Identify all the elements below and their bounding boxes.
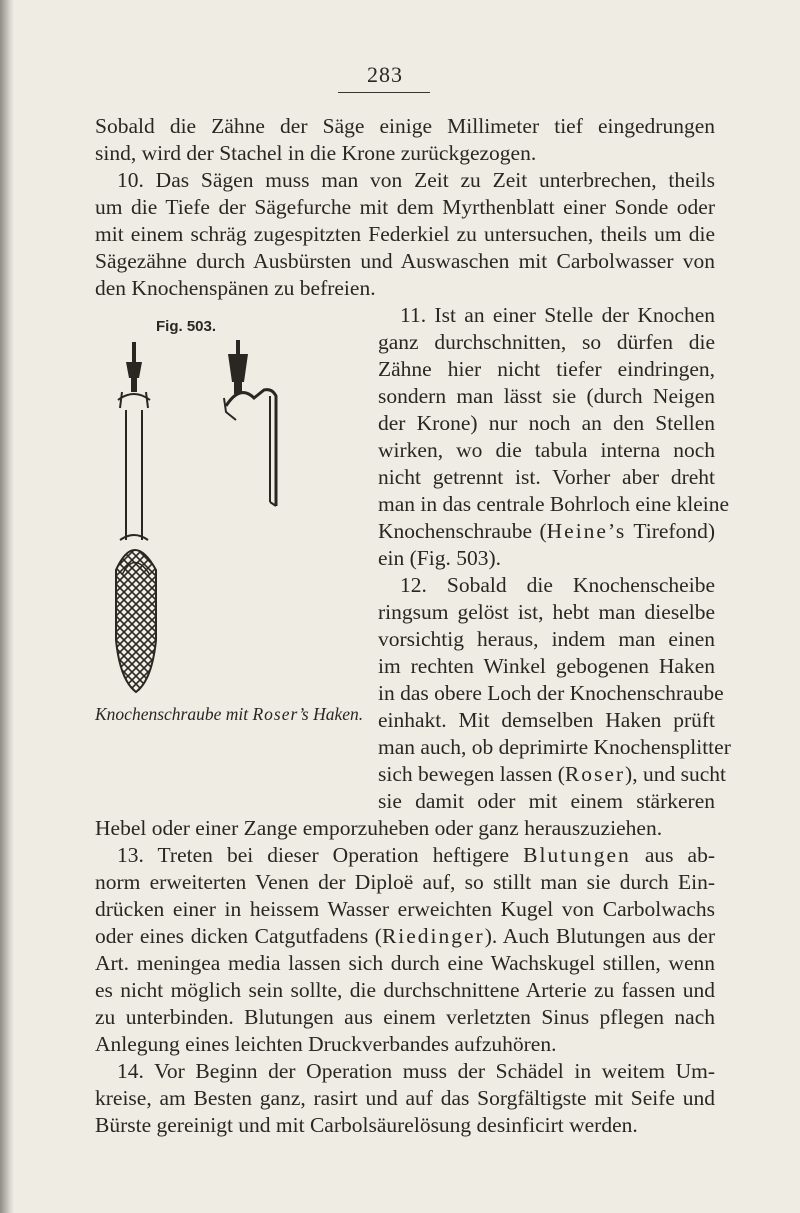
text-line: ringsum gelöst ist, hebt man dieselbe bbox=[378, 600, 715, 624]
text-line: sind, wird der Stachel in die Krone zurückgezogen. bbox=[95, 141, 537, 165]
text-line: Zähne hier nicht tiefer eindringen, bbox=[378, 357, 715, 381]
text-line: sich bewegen lassen (Roser), und sucht bbox=[378, 762, 726, 786]
emphasized-term: Blutungen bbox=[523, 843, 631, 867]
figure-caption: Knochenschraube mit Roser’s Haken. bbox=[95, 704, 364, 724]
text-line: 12. Sobald die Knochenscheibe bbox=[400, 573, 715, 597]
text-line: oder eines dicken Catgutfadens (Riedinger). Auch Blutungen aus der bbox=[95, 924, 715, 948]
text-line: norm erweiterten Venen der Diploë auf, so stillt man sie durch Ein- bbox=[95, 870, 715, 894]
author-name: Riedinger bbox=[381, 924, 485, 948]
figure-label: Fig. 503. bbox=[156, 318, 217, 335]
text-line: Knochenschraube (Heine’s Tirefond) bbox=[378, 519, 715, 543]
text-line: ein (Fig. 503). bbox=[378, 546, 502, 570]
author-name: Heine’s bbox=[546, 519, 627, 543]
text-line: Anlegung eines leichten Druckverbandes aufzuhören. bbox=[95, 1032, 557, 1056]
bone-screw-with-hook-illustration bbox=[112, 340, 292, 700]
text-line: 13. Treten bei dieser Operation heftigere Blutungen aus ab- bbox=[117, 843, 715, 867]
text-line: mit einem schräg zugespitzten Federkiel zu untersuchen, theils um die bbox=[95, 222, 715, 246]
text-line: Art. meningea media lassen sich durch eine Wachskugel stillen, wenn bbox=[95, 951, 715, 975]
text-line: drücken einer in heissem Wasser erweichten Kugel von Carbolwachs bbox=[95, 897, 715, 921]
text-line: der Krone) nur noch an den Stellen bbox=[378, 411, 715, 435]
text-line: sondern man lässt sie (durch Neigen bbox=[378, 384, 715, 408]
text-line: einhakt. Mit demselben Haken prüft bbox=[378, 708, 715, 732]
text-line: man auch, ob deprimirte Knochensplitter bbox=[378, 735, 731, 759]
page-edge-shadow bbox=[0, 0, 14, 1213]
text-line: man in das centrale Bohrloch eine kleine bbox=[378, 492, 730, 516]
text-line: wirken, wo die tabula interna noch bbox=[378, 438, 715, 462]
text-line: 14. Vor Beginn der Operation muss der Schädel in weitem Um- bbox=[117, 1059, 715, 1083]
text-line: in das obere Loch der Knochenschraube bbox=[378, 681, 724, 705]
text-line: den Knochenspänen zu befreien. bbox=[95, 276, 376, 300]
text-line: vorsichtig heraus, indem man einen bbox=[378, 627, 715, 651]
text-line: 11. Ist an einer Stelle der Knochen bbox=[400, 303, 715, 327]
author-name: Roser bbox=[564, 762, 626, 786]
text-line: Sägezähne durch Ausbürsten und Auswaschen mit Carbolwasser von bbox=[95, 249, 715, 273]
text-line: Hebel oder einer Zange emporzuheben oder ganz herauszuziehen. bbox=[95, 816, 663, 840]
page-number: 283 bbox=[367, 62, 403, 87]
text-line: Sobald die Zähne der Säge einige Millimeter tief eingedrungen bbox=[95, 114, 715, 138]
text-line: zu unterbinden. Blutungen aus einem verletzten Sinus pflegen nach bbox=[95, 1005, 715, 1029]
text-line: im rechten Winkel gebogenen Haken bbox=[378, 654, 715, 678]
text-line: 10. Das Sägen muss man von Zeit zu Zeit unterbrechen, theils bbox=[117, 168, 715, 192]
text-line: es nicht möglich sein sollte, die durchschnittene Arterie zu fassen und bbox=[95, 978, 715, 1002]
text-line: um die Tiefe der Sägefurche mit dem Myrthenblatt einer Sonde oder bbox=[95, 195, 715, 219]
text-line: sie damit oder mit einem stärkeren bbox=[378, 789, 715, 813]
text-line: kreise, am Besten ganz, rasirt und auf das Sorgfältigste mit Seife und bbox=[95, 1086, 715, 1110]
text-line: nicht getrennt ist. Vorher aber dreht bbox=[378, 465, 715, 489]
page-number-rule bbox=[338, 92, 430, 93]
text-line: ganz durchschnitten, so dürfen die bbox=[378, 330, 715, 354]
text-line: Bürste gereinigt und mit Carbolsäurelösung desinficirt werden. bbox=[95, 1113, 638, 1137]
